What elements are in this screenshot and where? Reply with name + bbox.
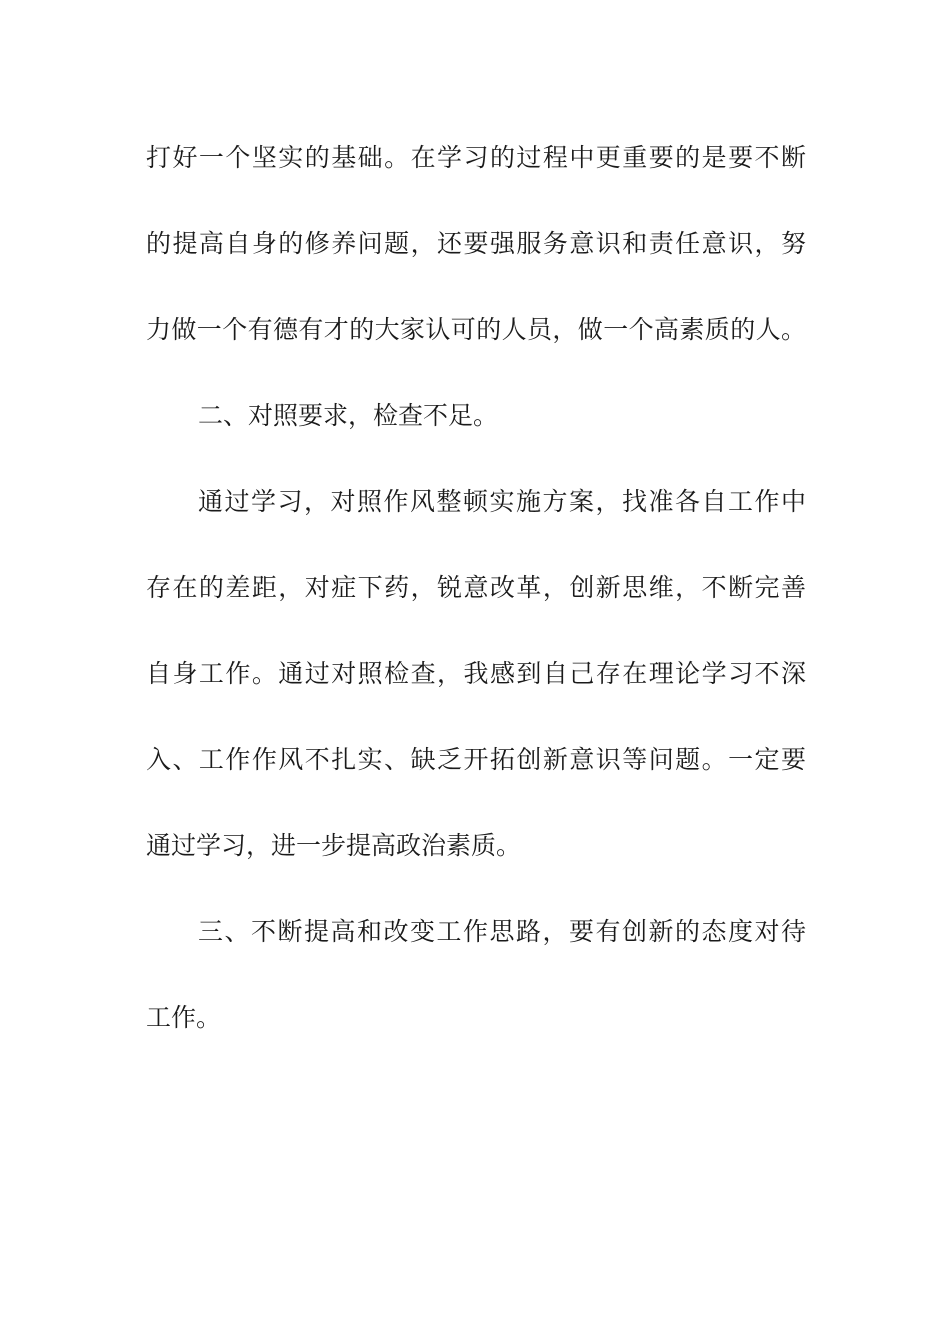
paragraph-line: 力做一个有德有才的大家认可的人员，做一个高素质的人。 <box>146 315 806 344</box>
paragraph-line: 入、工作作风不扎实、缺乏开拓创新意识等问题。一定要 <box>146 745 806 774</box>
section-heading: 三、不断提高和改变工作思路，要有创新的态度对待 <box>198 917 806 946</box>
paragraph-line: 的提高自身的修养问题，还要强服务意识和责任意识，努 <box>146 229 806 258</box>
paragraph-line: 通过学习，进一步提高政治素质。 <box>146 831 522 860</box>
section-heading: 工作。 <box>146 1003 222 1032</box>
section-heading: 二、对照要求，检查不足。 <box>198 401 499 430</box>
paragraph-line: 通过学习，对照作风整顿实施方案，找准各自工作中 <box>198 487 806 516</box>
paragraph-line: 自身工作。通过对照检查，我感到自己存在理论学习不深 <box>146 659 806 688</box>
paragraph-line: 打好一个坚实的基础。在学习的过程中更重要的是要不断 <box>146 143 806 172</box>
paragraph-line: 存在的差距，对症下药，锐意改革，创新思维，不断完善 <box>146 573 806 602</box>
